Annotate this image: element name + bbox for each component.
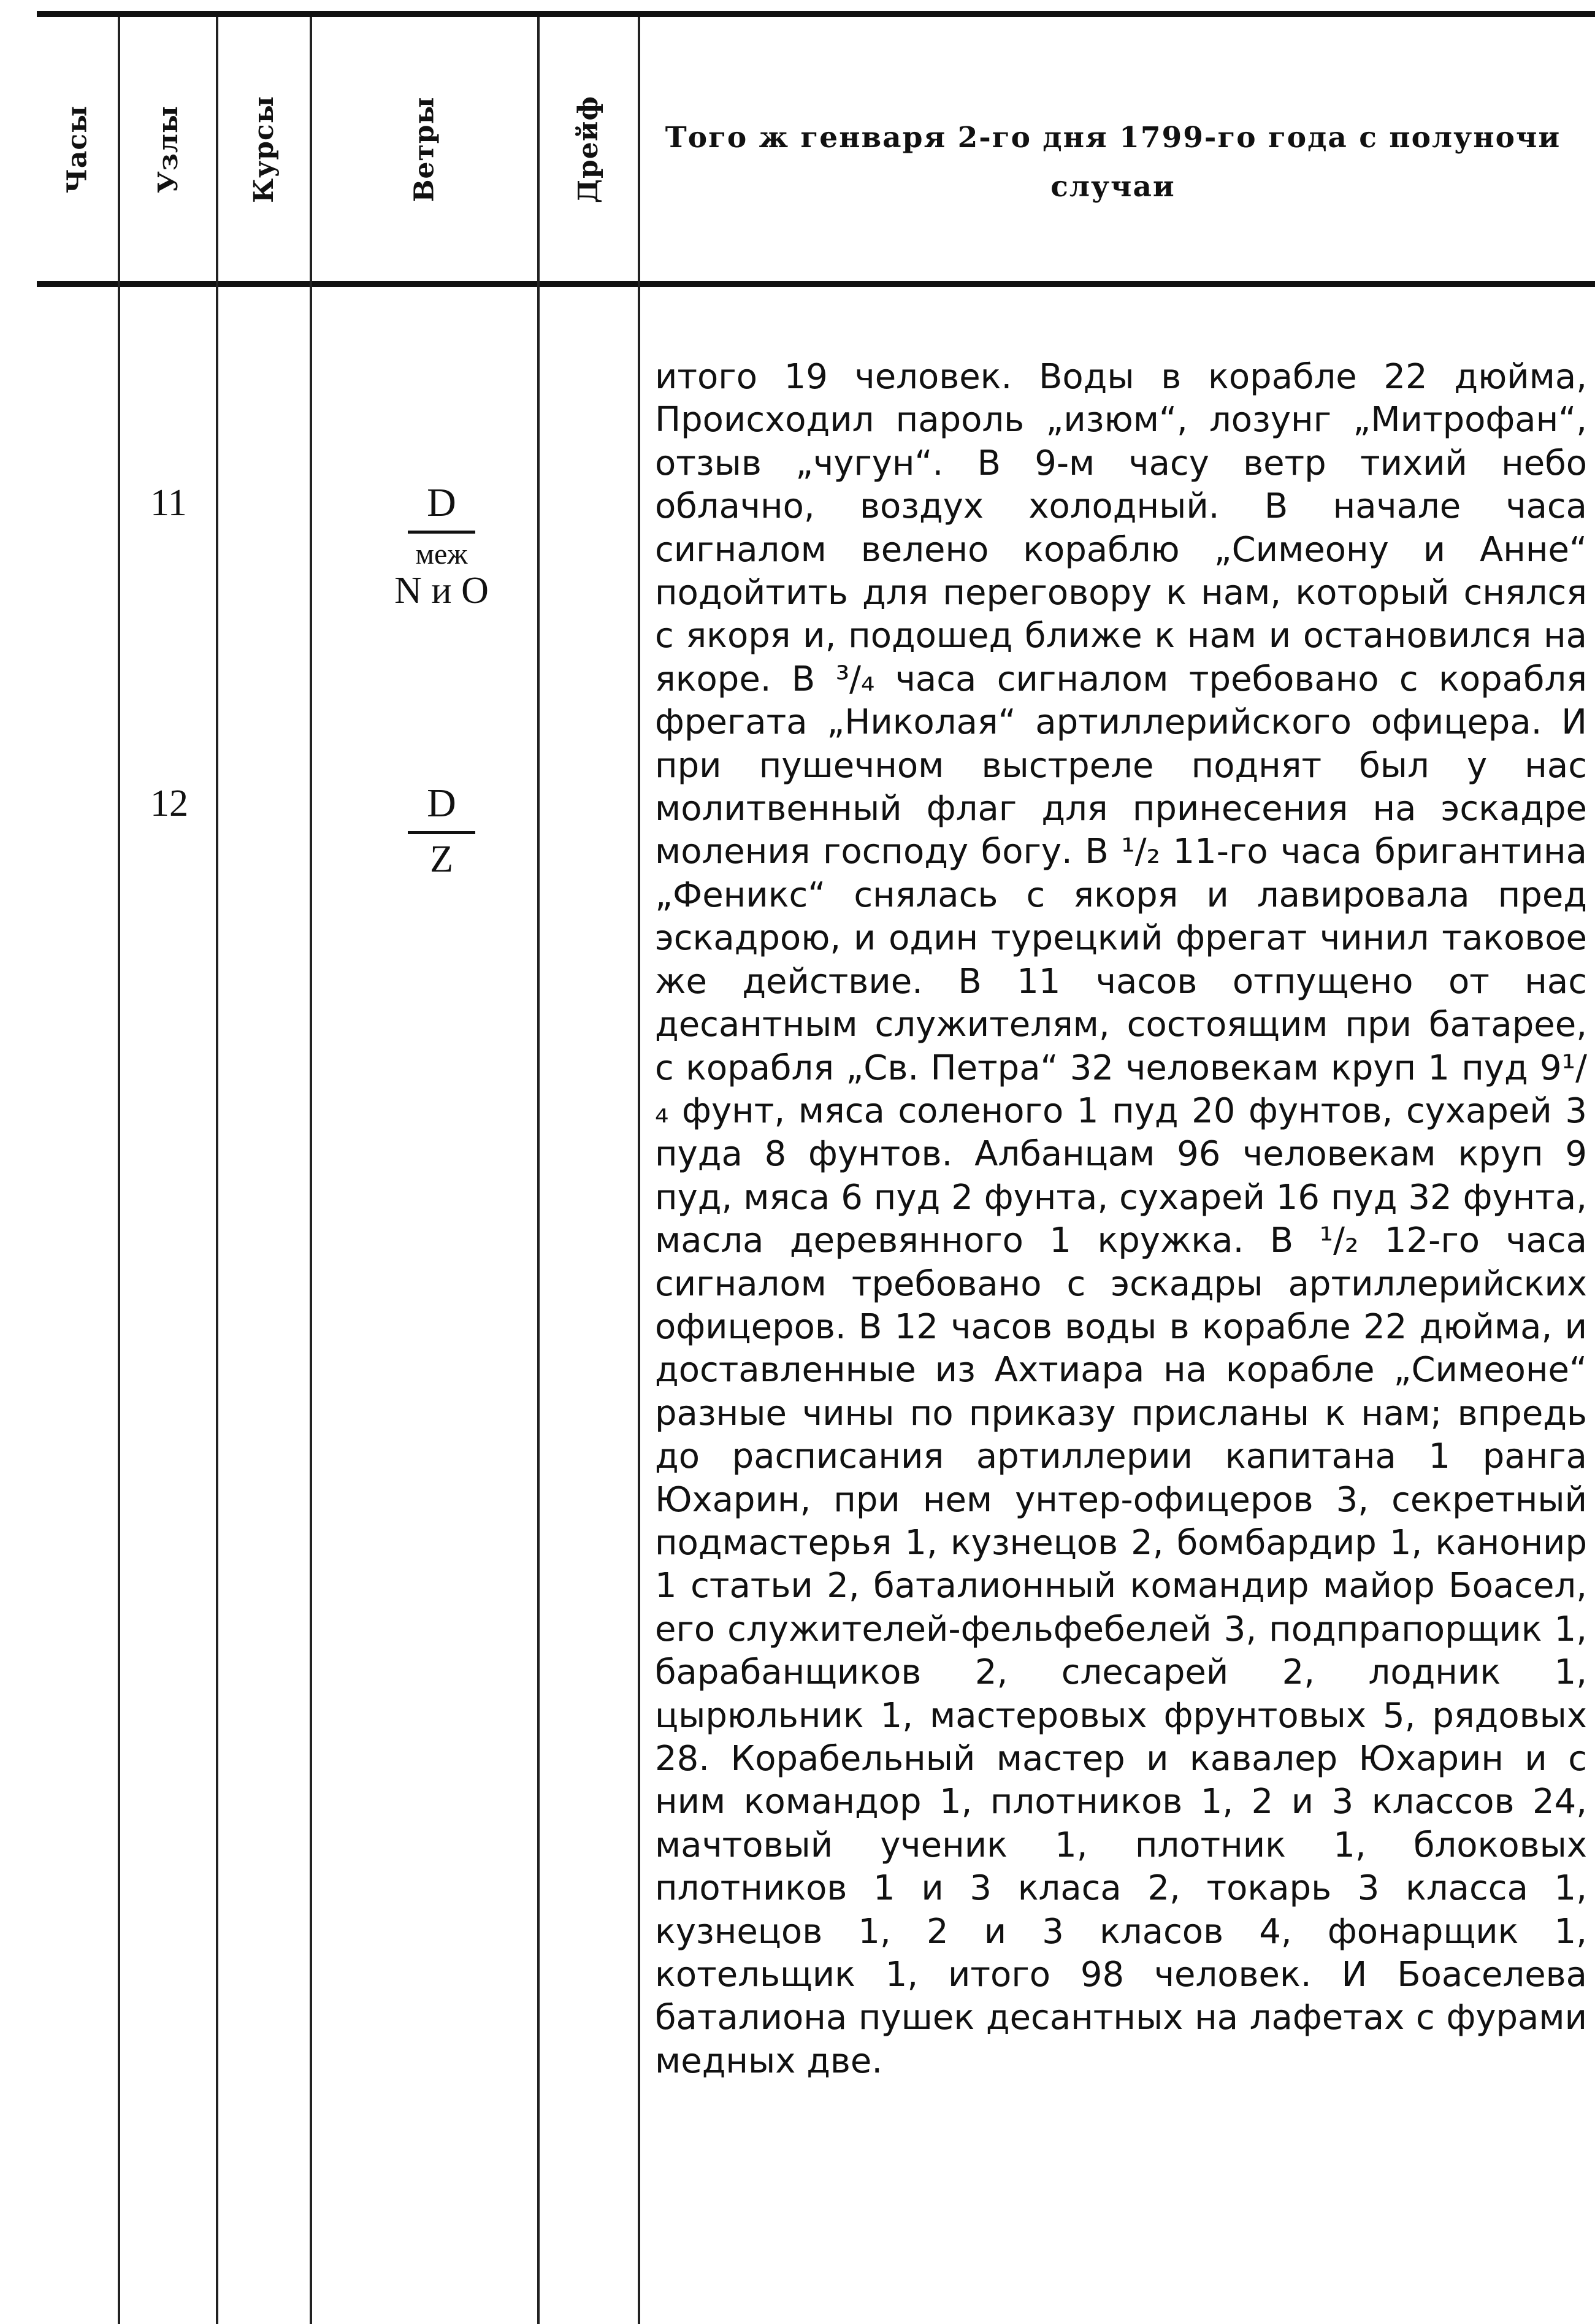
knots-value: 12 [150, 783, 188, 824]
column-divider [118, 17, 120, 2324]
column-header-hours [37, 17, 118, 281]
column-label-knots: Узлы [152, 105, 184, 193]
wind-numerator: D [427, 781, 456, 826]
column-header-knots [120, 17, 216, 281]
fraction-bar [408, 831, 475, 834]
column-label-courses: Курсы [248, 95, 280, 203]
column-header-courses [218, 17, 310, 281]
wind-fraction [343, 782, 540, 880]
knots-value: 11 [150, 482, 187, 524]
column-header-winds [312, 17, 537, 281]
column-divider [537, 17, 540, 2324]
column-label-drift: Дрейф [573, 95, 605, 203]
wind-denominator: Z [430, 838, 453, 880]
fraction-bar [408, 531, 475, 534]
column-divider [638, 17, 640, 2324]
column-divider [216, 17, 218, 2324]
log-entry-text: итого 19 человек. Воды в корабле 22 дюйма, Происходил пароль „изюм“, лозунг „Митрофан“, отзыв „чугун“. В 9-м часу ветр тихий небо облачно, воздух холодный. В начале часа сигналом велено кораблю „Симеону и Анне“ подойтить для переговору к нам, который снялся с якоря и, подошед ближе к нам и остановился на якоре. В ³/₄ часа сигналом требовано с корабля фрегата „Николая“ артиллерийского офицера. И при пушечном выстреле поднят был у нас молитвенный флаг для принесения на эскадре моления господу богу. В ¹/₂ 11-го часа бригантина „Феникс“ снялась с якоря и лавировала пред эскадрою, и один турецкий фрегат чинил таковое же действие. В 11 часов отпущено от нас десантным служителям, состоящим при батарее, с корабля „Св. Петра“ 32 человекам круп 1 пуд 9¹/₄ фунт, мяса соленого 1 пуд 20 фунтов, сухарей 3 пуда 8 фунтов. Албанцам 96 человекам круп 9 пуд, мяса 6 пуд 2 фунта, сухарей 16 пуд 32 фунта, масла деревянного 1 кружка. В ¹/₂ 12-го часа сигналом требовано с эскадры артиллерийских офицеров. В 12 часов воды в корабле 22 дюйма, и доставленные из Ахтиара на корабле „Симеоне“ разные чины по приказу присланы к нам; впредь до расписания артиллерии капитана 1 ранга Юхарин, при нем унтер-офицеров 3, секретный подмастерья 1, кузнецов 2, бомбардир 1, канонир 1 статьи 2, баталионный командир майор Боасел, его служителей-фельфебелей 3, подпрапорщик 1, барабанщиков 2, слесарей 2, лодник 1, цырюльник 1, мастеровых фрунтовых 5, рядовых 28. Корабельный мастер и кавалер Юхарин и с ним командор 1, плотников 1, 2 и 3 классов 24, мачтовый ученик 1, плотник 1, блоковых плотников 1 и 3 класа 2, токарь 3 класса 1, кузнецов 1, 2 и 3 класов 4, фонарщик 1, котельщик 1, итого 98 человек. И Боаселева баталиона пушек десантных на лафетах с фурами медных две. [655, 357, 1587, 2081]
wind-subscript: меж [415, 538, 468, 570]
log-heading: Того ж генваря 2-го дня 1799-го года с полуночи случаи [665, 121, 1561, 204]
wind-numerator: D [427, 480, 456, 525]
column-header-drift [540, 17, 638, 281]
top-rule [37, 11, 1595, 17]
column-label-hours: Часы [61, 105, 93, 193]
column-label-winds: Ветры [408, 96, 440, 202]
header-rule [37, 281, 1595, 287]
wind-denominator: N и O [394, 570, 489, 612]
wind-fraction [343, 481, 540, 611]
column-divider [310, 17, 312, 2324]
